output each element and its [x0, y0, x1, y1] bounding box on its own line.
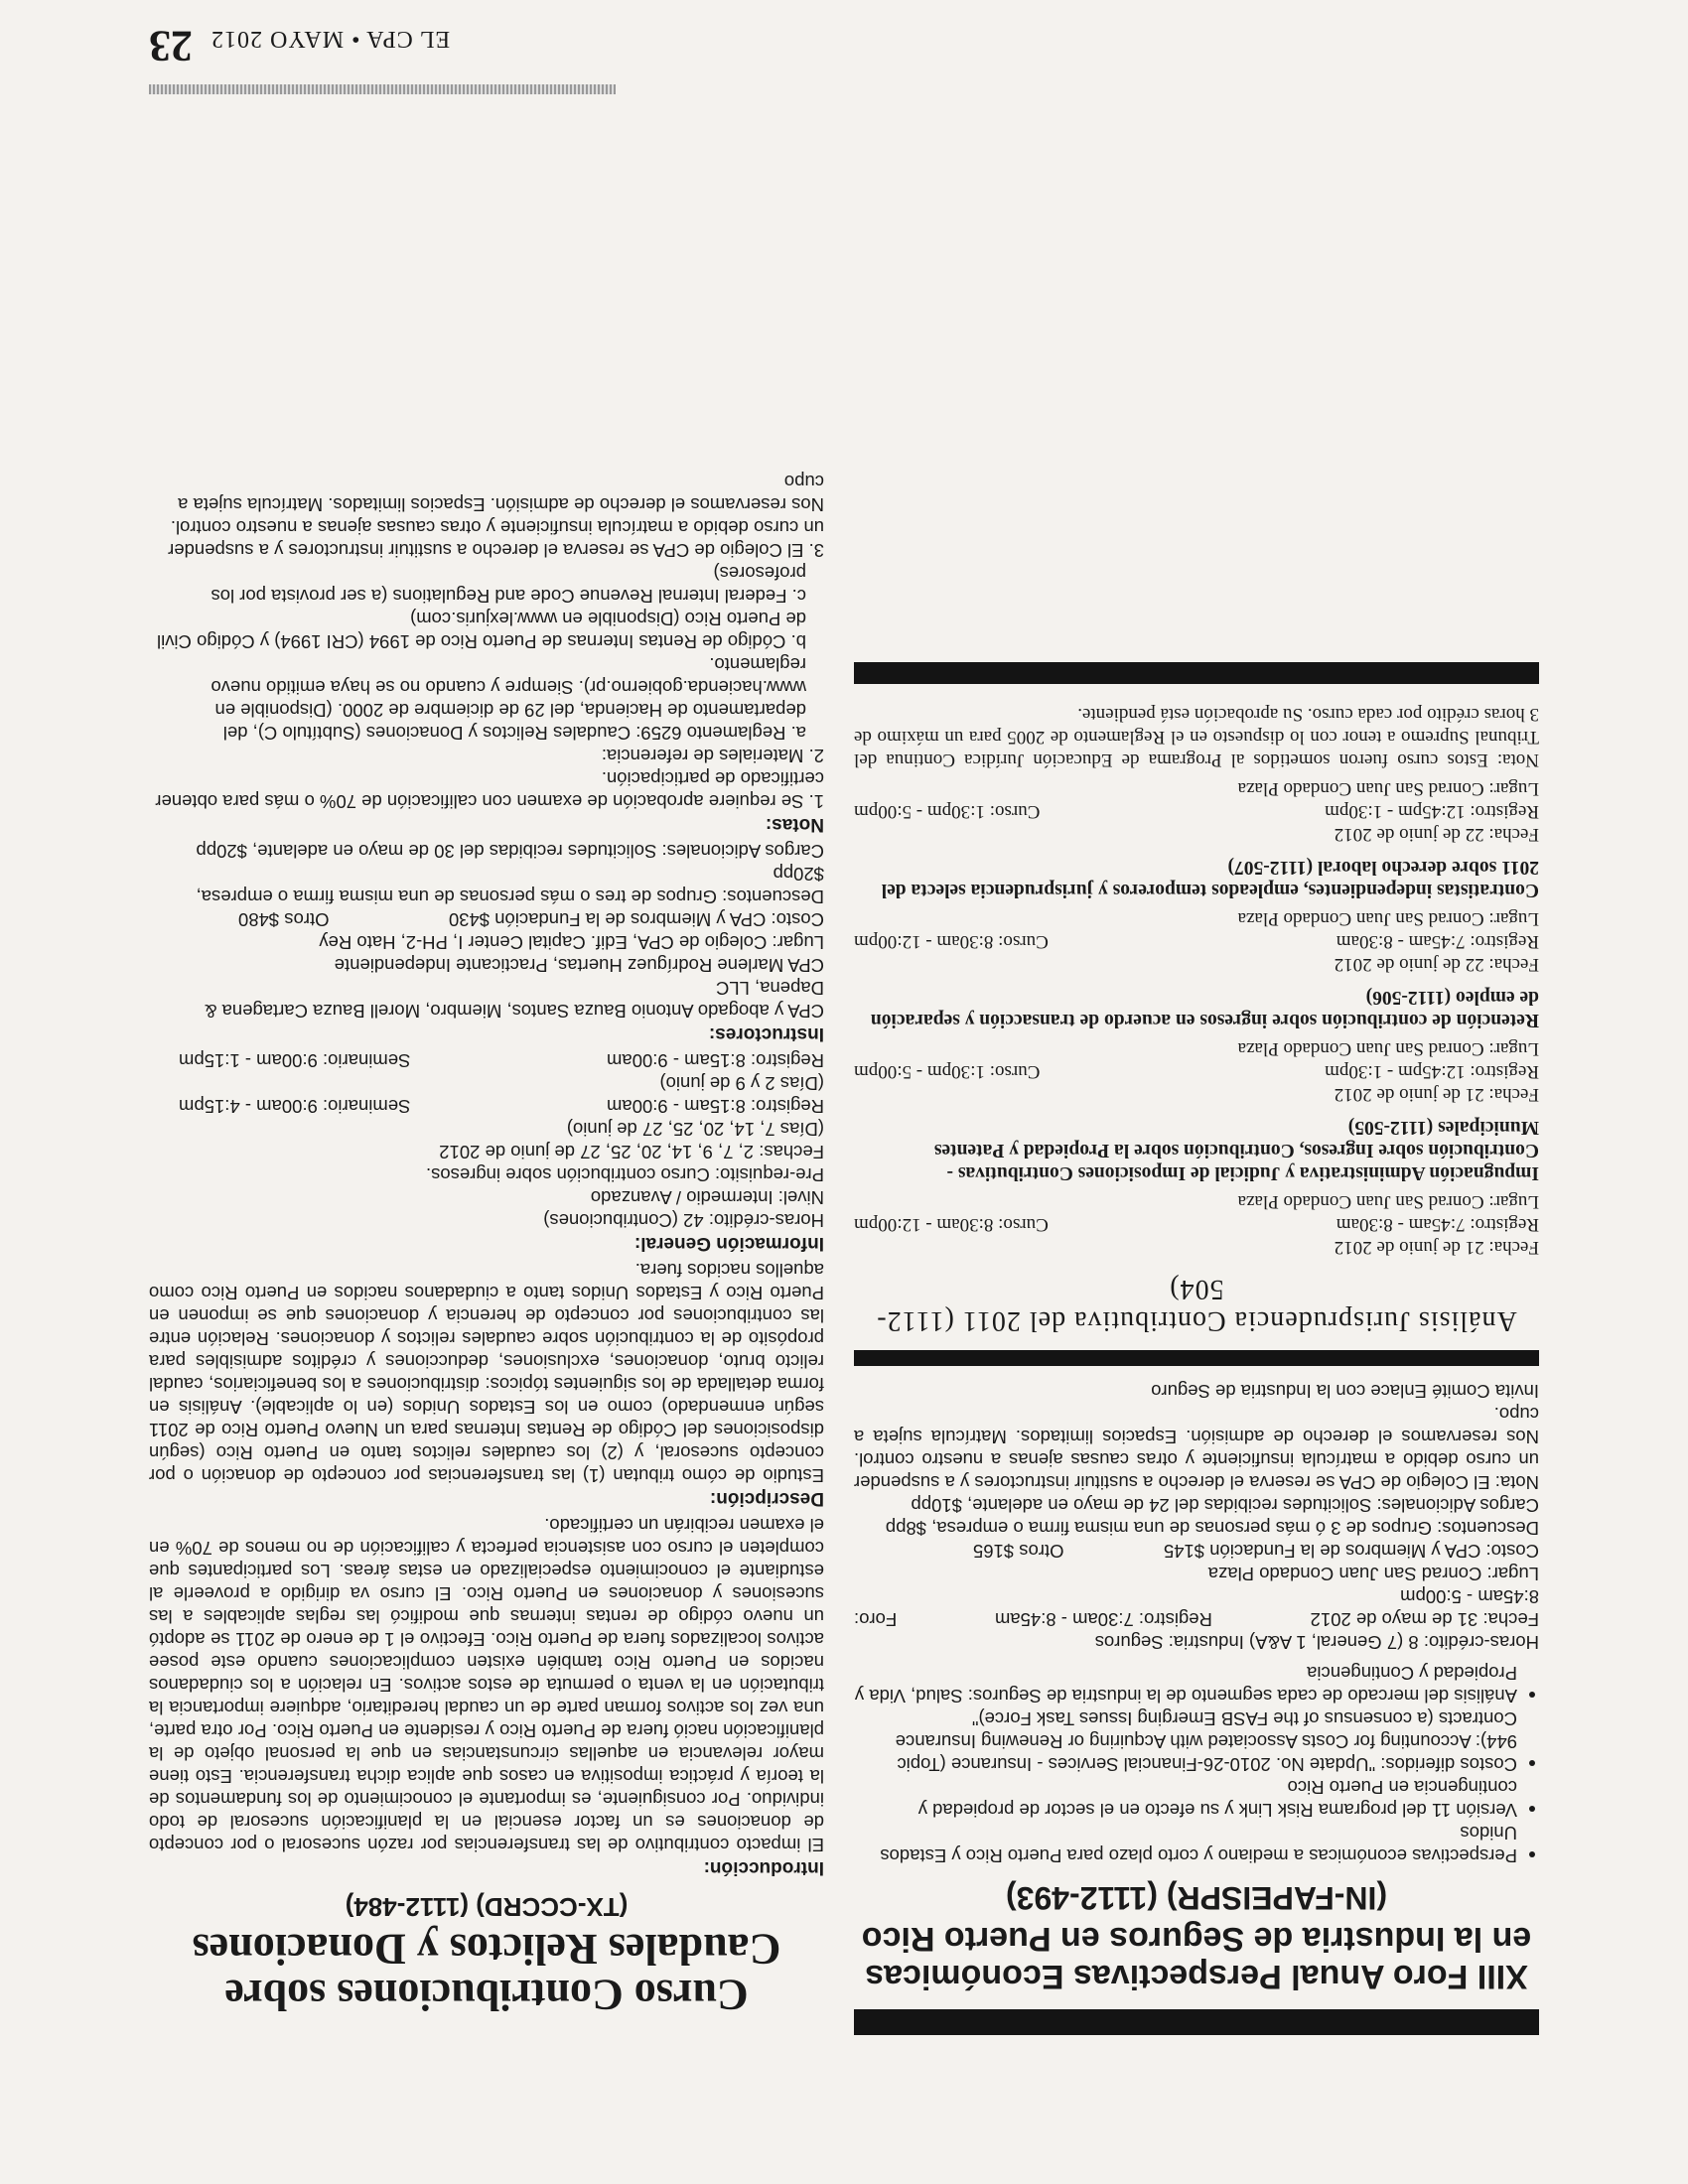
forum-cost: Costo: CPA y Miembros de la Fundación $145: [1163, 1541, 1539, 1562]
session-date: Fecha: 22 de junio de 2012: [1334, 824, 1539, 845]
session-registration: Registro: 7:45am - 8:30am: [1336, 1214, 1539, 1235]
session-2-title: Impugnación Administrativa y Judicial de Imposiciones Contributivas - Contribución sobre Ingresos, Contribución sobre la Propiedad y Patentes Municipales (1112-505): [933, 1117, 1539, 1183]
list-item: b. Código de Rentas Internas de Puerto Rico de 1994 (CRI 1994) y Código Civil de Puerto Rico (Disponible en www.lexjuris.com): [156, 609, 806, 652]
course-seminar-time: Seminario: 9:00am - 4:15pm: [179, 1096, 411, 1117]
section-black-bar: [854, 1350, 1539, 1366]
notes-heading: Notas:: [765, 814, 824, 835]
session-course-time: Curso: 8:30am - 12:00pm: [854, 931, 1049, 952]
list-item: • Análisis del mercado de cada segmento de la industria de Seguros: Salud, Vida y Propiedad y Contingencia: [854, 1662, 1517, 1707]
course-discounts: Descuentos: Grupos de tres o más personas de una misma firma o empresa, $20pp: [196, 864, 824, 907]
instructor-2: CPA Marlene Rodríguez Huertas, Practicante Independiente: [334, 955, 824, 976]
course-dates: Fechas: 2, 7, 9, 14, 20, 25, 27 de junio de 2012: [439, 1142, 824, 1162]
session-date: Fecha: 22 de junio de 2012: [1334, 954, 1539, 975]
course-seminar-time: Seminario: 9:00am - 1:15pm: [179, 1050, 411, 1071]
session-course-time: Curso: 1:30pm - 5:00pm: [854, 1061, 1041, 1082]
session-course-time: Curso: 1:30pm - 5:00pm: [854, 801, 1041, 822]
list-item: 2. Materiales de referencia:: [601, 746, 824, 766]
list-item: • Versión 11 del programa Risk Link y su efecto en el sector de propiedad y contingencia en Puerto Rico: [854, 1776, 1517, 1822]
intro-heading: Introducción:: [703, 1857, 824, 1878]
forum-time: 8:45am - 5:00pm: [1400, 1586, 1539, 1607]
course-title: Curso Contribuciones sobre Caudales Relictos y Donaciones: [192, 1925, 781, 2019]
course-hours: Horas-crédito: 42 (Contribuciones): [543, 1210, 824, 1231]
page-number: 23: [149, 22, 193, 70]
forum-discounts: Descuentos: Grupos de 3 ó más personas de una misma firma o empresa, $8pp: [885, 1518, 1539, 1539]
list-item: 1. Se requiere aprobación de examen con calificación de 70% o más para obtener certificado de participación.: [155, 768, 824, 812]
magazine-name: EL CPA • MAYO 2012: [211, 26, 451, 52]
course-registration: Registro: 8:15am - 9:00am: [606, 1050, 824, 1071]
course-prereq: Pre-requisito: Curso contribución sobre ingresos.: [425, 1164, 824, 1185]
session-location: Lugar: Conrad San Juan Condado Plaza: [1237, 778, 1539, 799]
forum-note: Nota: El Colegio de CPA se reserva el derecho a sustituir instructores y a suspender un curso debido a matrícula insuficiente y otras causas ajenas a nuestro control. Nos reservamos el derecho de admisión. Espacios limitados. Matrícula sujeta a cupo.: [854, 1404, 1539, 1493]
notes-list: [149, 745, 824, 813]
forum-extra-charges: Cargos Adicionales: Solicitudes recibidas del 24 de mayo en adelante, $10pp: [911, 1495, 1539, 1516]
session-2: [854, 1037, 1539, 1106]
forum-invite: Invita Comité Enlace con la Industria de Seguro: [1151, 1381, 1539, 1402]
course-cost: Costo: CPA y Miembros de la Fundación $430: [448, 909, 824, 930]
session-location: Lugar: Conrad San Juan Condado Plaza: [1237, 1191, 1539, 1212]
session-3-title: Retención de contribución sobre ingresos en acuerdo de transacción y separación de empleo (1112-506): [870, 987, 1539, 1030]
session-date: Fecha: 21 de junio de 2012: [1334, 1084, 1539, 1105]
forum-date: Fecha: 31 de mayo de 2012: [1310, 1609, 1539, 1630]
session-registration: Registro: 12:45pm - 1:30pm: [1325, 1061, 1539, 1082]
session-registration: Registro: 12:45pm - 1:30pm: [1325, 801, 1539, 822]
course-column: [149, 471, 824, 2035]
instructors-heading: Instructores:: [708, 1024, 824, 1044]
list-item: • Costos diferidos: "Update No. 2010-26-Financial Services - Insurance (Topic 944): Accounting for Costs Associated with Acquiring or Renewing Insurance Contracts (a consensus of the FASB Emerging Issues Task Force)": [854, 1707, 1517, 1776]
forum-topics: [854, 1662, 1539, 1867]
top-black-bar: [854, 2009, 1539, 2035]
list-item: 3. El Colegio de CPA se reserva el derecho a sustituir instructores y a suspender un curso debido a matrícula insuficiente y otras causas ajenas a nuestro control. Nos reservamos el derecho de admisión. Espacios limitados. Matrícula sujeta a cupo: [168, 472, 824, 561]
list-item: c. Federal Internal Revenue Code and Regulations (a ser provista por los profesores): [211, 563, 806, 607]
course-cost-row: [149, 908, 824, 931]
session-3: [854, 907, 1539, 976]
course-schedule-1: [149, 1095, 824, 1118]
session-location: Lugar: Conrad San Juan Condado Plaza: [1237, 908, 1539, 929]
description-text: Estudio de cómo tributan (1) las transferencias por concepto de donación o por concepto sucesoral, y (2) los caudales relictos tanto en Puerto Rico (según disposiciones del Código de Rentas Internas para un Nuevo Puerto Rico de 2011 según enmendado) como en los Estados Unidos (en lo aplicable). Análisis en forma detallada de los siguientes tópicos: distribuciones a los beneficiarios, caudal relicto bruto, donaciones, exclusiones, deducciones y créditos admisibles para propósito de la contribución sobre caudales relictos y donaciones. Relación entre las contribuciones por concepto de herencia y donaciones que se imponen en Puerto Rico y Estados Unidos tanto a ciudadanos nacidos en Puerto Rico como aquellos nacidos fuera.: [149, 1260, 824, 1486]
page-footer: [149, 21, 586, 71]
course-registration: Registro: 8:15am - 9:00am: [606, 1096, 824, 1117]
course-location: Lugar: Colegio de CPA, Edif. Capital Center I, PH-2, Hato Rey: [319, 932, 824, 953]
reference-list: [149, 562, 824, 745]
instructor-1: CPA y abogado Antonio Bauza Santos, Miembro, Morell Bauza Cartagena & Dapena, LLC: [205, 978, 824, 1022]
session-location: Lugar: Conrad San Juan Condado Plaza: [1237, 1038, 1539, 1059]
course-cost-others: Otros $480: [238, 909, 330, 930]
forum-registration: Registro: 7:30am - 8:45am: [994, 1609, 1212, 1630]
forum-location: Lugar: Conrad San Juan Condado Plaza: [1207, 1564, 1539, 1584]
general-info-heading: Información General:: [633, 1233, 824, 1254]
notes-list-cont: [149, 471, 824, 562]
session-date: Fecha: 21 de junio de 2012: [1334, 1237, 1539, 1258]
session-4-title: Contratistas independientes, empleados temporeros y jurisprudencia selecta del 2011 sobre derecho laboral (1112-507): [881, 857, 1539, 900]
description-heading: Descripción:: [709, 1488, 824, 1509]
footer-rule: [149, 84, 616, 94]
session-registration: Registro: 7:45am - 8:30am: [1336, 931, 1539, 952]
course-level: Nivel: Intermedio / Avanzado: [590, 1187, 824, 1208]
forum-cost-others: Otros $165: [973, 1541, 1064, 1562]
jurisprudence-title: Análisis Jurisprudencia Contributiva del 2011 (1112-504): [876, 1274, 1517, 1336]
intro-text: El impacto contributivo de las transferencias por razón sucesoral o por concepto de donaciones es un factor esencial en la planificación sucesoral de todo individuo. Por consiguiente, es importante el conocimiento de los fundamentos de la teoría y práctica impositiva en casos que aplica dicha transferencia. Esto tiene mayor relevancia en aquellas circunstancias en que la personal objeto de la planificación nació fuera de Puerto Rico y residente en Puerto Rico. Por otra parte, una vez los activos forman parte de un caudal hereditario, adquiere importancia la tributación en la venta o permuta de estos activos. En relación a los ciudadanos nacidos en Puerto Rico también existen complicaciones cuando este posee activos localizados fuera de Puerto Rico. Efectivo el 1 de enero de 2011 se adoptó un nuevo código de rentas internas que modificó las reglas aplicables a las sucesiones y donaciones en Puerto Rico. El curso va dirigido a proveerle al estudiante el conocimiento especializado en estas áreas. Los participantes que completen el curso con asistencia perfecta y calificación de no menos de 70% en el examen recibirán un certificado.: [149, 1515, 824, 1855]
list-item: • Perspectivas económicas a mediano y corto plazo para Puerto Rico y Estados Unidos: [854, 1822, 1517, 1867]
session-4: [854, 777, 1539, 846]
list-item: a. Reglamento 6259: Caudales Relictos y Donaciones (Subtítulo C), del departamento de Hacienda, del 29 de diciembre de 2000. (Disponible en www.hacienda.gobierno.pr). Siempre y cuando no se haya emitido nuevo reglamento.: [211, 654, 806, 744]
course-schedule-2: [149, 1049, 824, 1072]
forum-hours: Horas-crédito: 8 (7 General, 1 A&A) Industria: Seguros: [1094, 1632, 1539, 1653]
forum-column: [854, 662, 1539, 2035]
course-code: (TX-CCCRD) (1112-484): [345, 1892, 629, 1922]
session-1: [854, 1190, 1539, 1259]
course-days-2: (Días 2 y 9 de junio): [659, 1073, 824, 1094]
legal-education-note: Nota: Estos curso fueron sometidos al Programa de Educación Jurídica Continua del Tribunal Supremo a tenor con lo dispuesto en el Reglamento de 2005 para un máximo de 3 horas crédito por cada curso. Su aprobación está pendiente.: [854, 704, 1539, 770]
forum-cost-row: [854, 1540, 1539, 1563]
forum-title: XIII Foro Anual Perspectivas Económicas en la Industria de Seguros en Puerto Rico: [861, 1920, 1532, 1995]
forum-date-row: [854, 1608, 1539, 1631]
course-days-1: (Días 7, 14, 20, 25, 27 de junio): [566, 1119, 824, 1140]
bottom-black-bar: [854, 662, 1539, 684]
course-extra-charges: Cargos Adicionales: Solicitudes recibidas del 30 de mayo en adelante, $20pp: [196, 841, 824, 862]
forum-code: (IN-FAPEISPR) (1112-493): [1005, 1880, 1388, 1916]
session-course-time: Curso: 8:30am - 12:00pm: [854, 1214, 1049, 1235]
forum-label: Foro:: [854, 1609, 898, 1630]
